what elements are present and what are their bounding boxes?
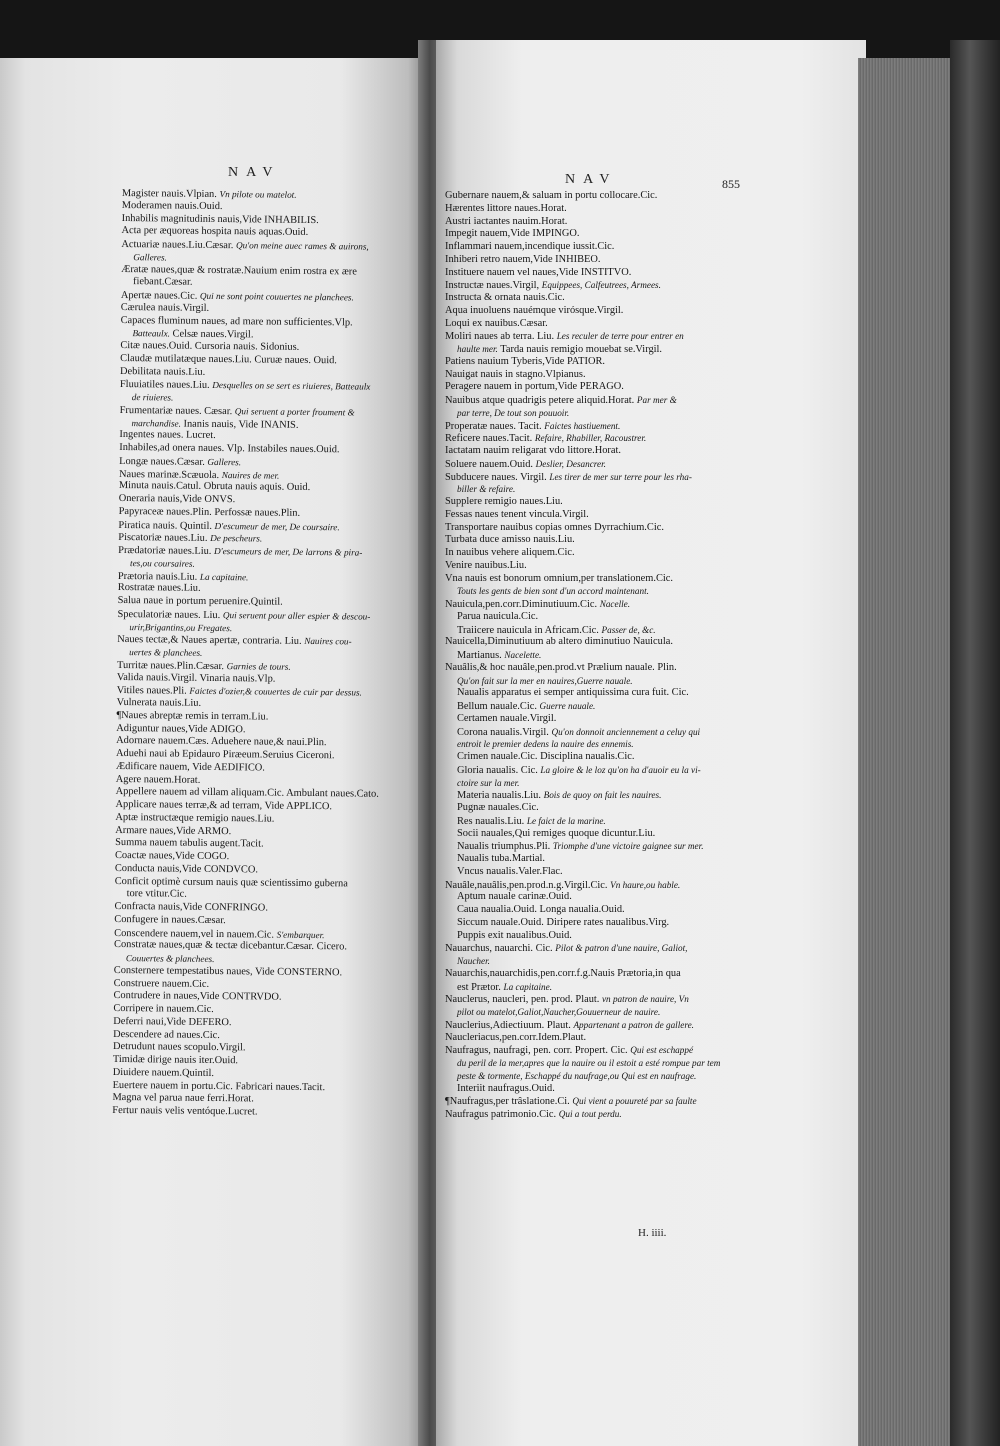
latin-entry: Oneraria nauis,Vide ONVS. [118, 492, 236, 506]
dictionary-line [445, 751, 720, 764]
dictionary-line [445, 675, 720, 688]
latin-entry: Gubernare nauem,& saluam in portu collocare.Cic. [445, 190, 658, 201]
latin-entry: Patiens nauium Tyberis,Vide PATIOR. [445, 355, 605, 367]
dictionary-line [445, 1083, 720, 1096]
dictionary-line [445, 993, 720, 1006]
french-gloss: Galleres. [133, 251, 167, 263]
latin-entry: Nauigat nauis in stagno.Vlpianus. [445, 368, 586, 380]
latin-entry: Armare naues,Vide ARMO. [115, 824, 232, 837]
french-gloss: Naucher. [457, 956, 490, 966]
dictionary-line [445, 420, 720, 433]
latin-entry: est Prætor. [457, 981, 501, 993]
latin-entry: Valida nauis.Virgil. Vinaria nauis.Vlp. [116, 671, 276, 685]
latin-entry: Naualis apparatus ei semper antiquissima cura fuit. Cic. [457, 687, 689, 699]
latin-entry: Siccum nauale.Ouid. Diripere rates naualibus.Virg. [457, 916, 670, 928]
latin-entry: In nauibus vehere aliquem.Cic. [445, 547, 575, 558]
latin-entry: Bellum nauale.Cic. [457, 701, 537, 712]
latin-entry: Inanis nauis, Vide INANIS. [183, 418, 299, 431]
french-gloss: La gloire & le loz qu'on ha d'auoir eu la vi- [540, 764, 701, 775]
latin-entry: Detrudunt naues scopulo.Virgil. [112, 1041, 246, 1054]
dictionary-line [445, 828, 720, 841]
french-gloss: Galleres. [207, 456, 242, 468]
latin-entry: Cærulea nauis.Virgil. [120, 301, 210, 314]
latin-entry: Materia naualis.Liu. [457, 790, 541, 802]
dictionary-line [445, 1057, 720, 1070]
latin-entry: Nauarchus, nauarchi. Cic. [445, 943, 553, 955]
dictionary-line [445, 1032, 720, 1045]
latin-entry: Instituere nauem vel naues,Vide INSTITVO. [445, 266, 632, 278]
dictionary-line [445, 700, 720, 713]
latin-entry: Speculatoriæ naues. Liu. [117, 608, 221, 621]
latin-entry: Adornare nauem.Cæs. Aduehere naue,& naui.Plin. [116, 735, 327, 749]
dictionary-line [445, 930, 720, 943]
latin-entry: Crimen nauale.Cic. Disciplina naualis.Cic. [457, 751, 635, 762]
french-gloss: D'escumeurs de mer, De larrons & pira- [213, 545, 363, 558]
latin-entry: Conducta nauis,Vide CONDVCO. [114, 862, 259, 876]
french-gloss: vn patron de nauire, Vn [601, 994, 689, 1005]
dictionary-line [445, 879, 720, 892]
latin-entry: Naualis tuba.Martial. [457, 853, 546, 864]
dictionary-line [445, 636, 720, 649]
latin-entry: Citæ naues.Ouid. Cursoria nauis. Sidonius. [120, 339, 300, 353]
latin-entry: Euertere nauem in portu.Cic. Fabricari naues.Tacit. [112, 1079, 326, 1093]
latin-entry: Nauâle,nauâlis,pen.prod.n.g.Virgil.Cic. [445, 879, 608, 891]
latin-entry: Soluere nauem.Ouid. [445, 458, 534, 470]
dictionary-line [445, 369, 720, 382]
dictionary-line [445, 815, 720, 828]
page-number: 855 [722, 177, 740, 191]
left-column [112, 187, 385, 1120]
latin-entry: Vitiles naues.Pli. [116, 685, 187, 697]
latin-entry: Caua naualia.Ouid. Longa naualia.Ouid. [457, 904, 625, 915]
latin-entry: Confugere in naues.Cæsar. [114, 913, 226, 926]
dictionary-line [445, 1108, 720, 1121]
latin-entry: Aduehi naui ab Epidauro Piræeum.Seruius Ciceroni. [116, 747, 335, 762]
dictionary-line [445, 228, 720, 241]
signature-mark: H. iiii. [638, 1227, 667, 1239]
dictionary-line [445, 866, 720, 879]
dictionary-line [445, 1006, 720, 1019]
latin-entry: Gloria naualis. Cic. [457, 764, 538, 776]
dictionary-line [445, 853, 720, 866]
dictionary-line [445, 955, 720, 968]
latin-entry: Fessas naues tenent vincula.Virgil. [445, 508, 589, 520]
dictionary-line [445, 318, 720, 331]
latin-entry: Naufragus patrimonio.Cic. [445, 1109, 557, 1120]
dictionary-line [445, 802, 720, 815]
latin-entry: Æratæ naues,quæ & rostratæ.Nauium enim rostra ex ære [121, 263, 357, 277]
latin-entry: Naucleriacus,pen.corr.Idem.Plaut. [445, 1031, 587, 1043]
french-gloss: Pilot & patron d'une nauire, Galiot, [555, 943, 688, 954]
dictionary-line [445, 981, 720, 994]
dictionary-line [445, 968, 720, 981]
latin-entry: Vulnerata nauis.Liu. [116, 696, 202, 709]
french-gloss: marchandise. [131, 417, 182, 429]
latin-entry: Longæ naues.Cæsar. [119, 455, 205, 468]
latin-entry: Piratica nauis. Quintil. [118, 519, 213, 532]
latin-entry: Papyraceæ naues.Plin. Perfossæ naues.Plin. [118, 505, 301, 519]
french-gloss: peste & tormente, Eschappé du naufrage,ou Qui est en naufrage. [457, 1070, 697, 1081]
dictionary-line [445, 1044, 720, 1057]
latin-entry: Instructa & ornata nauis.Cic. [445, 292, 565, 303]
french-gloss: Batteaulx. [132, 328, 171, 339]
latin-entry: Celsæ naues.Virgil. [172, 328, 254, 341]
french-gloss: De pescheurs. [210, 533, 263, 544]
latin-entry: Agere nauem.Horat. [115, 773, 201, 786]
french-gloss: haulte mer. [457, 344, 498, 354]
latin-entry: Consternere tempestatibus naues, Vide CONSTERNO. [113, 964, 343, 979]
latin-entry: Apertæ naues.Cic. [120, 289, 198, 302]
latin-entry: Inhabilis magnitudinis nauis,Vide INHABILIS. [121, 212, 319, 226]
latin-entry: Applicare naues terræ,& ad terram, Vide APPLICO. [115, 798, 333, 813]
dictionary-line [445, 1070, 720, 1083]
dictionary-line [445, 649, 720, 662]
french-gloss: Qui vient a pouureté par sa faulte [572, 1096, 697, 1107]
latin-entry: Debilitata nauis.Liu. [120, 365, 206, 378]
latin-entry: Subducere naues. Virgil. [445, 471, 547, 483]
french-gloss: Touts les gents de bien sont d'un accord maintenant. [457, 586, 649, 597]
latin-entry: Magister nauis.Vlpian. [121, 187, 217, 200]
latin-entry: Vna nauis est bonorum omnium,per translationem.Cic. [445, 572, 673, 584]
latin-entry: Actuariæ naues.Liu.Cæsar. [121, 238, 234, 252]
french-gloss: uertes & planchees. [129, 647, 203, 658]
french-gloss: Vn pilote ou matelot. [219, 189, 297, 200]
latin-entry: Inhabiles,ad onera naues. Vlp. Instabiles naues.Ouid. [119, 441, 340, 456]
latin-entry: Venire nauibus.Liu. [445, 559, 527, 571]
latin-entry: Austri iactantes nauim.Horat. [445, 215, 568, 227]
dictionary-line [445, 305, 720, 318]
latin-entry: Moderamen nauis.Ouid. [121, 199, 223, 212]
latin-entry: Inhiberi retro nauem,Vide INHIBEO. [445, 253, 601, 265]
dictionary-line [445, 560, 720, 573]
latin-entry: Iactatam nauim religarat vdo littore.Horat. [445, 445, 621, 456]
dictionary-line [445, 203, 720, 216]
french-gloss: par terre, De tout son pouuoir. [457, 407, 570, 418]
dictionary-line [445, 216, 720, 229]
french-gloss: entroit le premier dedens la nauire des ennemis. [457, 739, 634, 750]
latin-entry: Ingentes naues. Lucret. [119, 429, 216, 442]
latin-entry: Timidæ dirige nauis iter.Ouid. [112, 1053, 239, 1067]
dictionary-line [445, 458, 720, 471]
french-gloss: Deslier, Desancrer. [535, 458, 606, 469]
latin-entry: Conscendere nauem,vel in nauem.Cic. [114, 927, 275, 941]
latin-entry: Aqua inuoluens nauémque virósque.Virgil. [445, 304, 624, 316]
dictionary-line [445, 789, 720, 802]
latin-entry: Constratæ naues,quæ & tectæ dicebantur.Cæsar. Cicero. [114, 939, 348, 953]
latin-entry: Acta per æquoreas hospita nauis aquas.Ouid. [121, 225, 309, 239]
latin-entry: Contrudere in naues,Vide CONTRVDO. [113, 990, 282, 1003]
latin-entry: Nauibus atque quadrigis petere aliquid.Horat. [445, 395, 635, 406]
latin-entry: Corripere in nauem.Cic. [113, 1002, 214, 1016]
french-gloss: Nauires cou- [304, 636, 352, 647]
latin-entry: Capaces fluminum naues, ad mare non sufficientes.Vlp. [120, 314, 353, 328]
latin-entry: Appellere nauem ad villam aliquam.Cic. [115, 786, 285, 799]
latin-entry: Vncus naualis.Valer.Flac. [457, 865, 563, 877]
latin-entry: ¶Naufragus,per trâslatione.Ci. [445, 1096, 570, 1108]
latin-entry: Peragere nauem in portum,Vide PERAGO. [445, 381, 624, 393]
latin-entry: Naues marinæ.Scæuola. [118, 468, 220, 481]
dictionary-line [445, 267, 720, 280]
dictionary-line [445, 445, 720, 458]
latin-entry: Reficere naues.Tacit. [445, 433, 533, 445]
french-gloss: Nacelle. [599, 599, 631, 609]
latin-entry: Adiguntur naues,Vide ADIGO. [116, 722, 246, 735]
dictionary-line [445, 777, 720, 790]
latin-entry: Ambulant naues.Cato. [286, 788, 379, 800]
dictionary-line [445, 483, 720, 496]
latin-entry: Descendere ad naues.Cic. [113, 1028, 220, 1041]
french-gloss: Qu'on donnoit anciennement a celuy qui [551, 726, 701, 737]
latin-entry: Nauarchis,nauarchidis,pen.corr.f.g.Nauis Prætoria,in qua [445, 967, 681, 979]
latin-entry: Magna vel parua naue ferri.Horat. [112, 1092, 254, 1105]
french-gloss: Faictes d'ozier,& couuertes de cuir par dessus. [189, 685, 362, 698]
french-gloss: Qu'on fait sur la mer en nauires,Guerre nauale. [457, 675, 633, 686]
latin-entry: Construere nauem.Cic. [113, 977, 210, 990]
latin-entry: Socii nauales,Qui remiges quoque dicuntur.Liu. [457, 827, 656, 839]
dictionary-line [445, 687, 720, 700]
dictionary-line [445, 917, 720, 930]
dictionary-line [445, 573, 720, 586]
latin-entry: Coactæ naues,Vide COGO. [114, 849, 230, 863]
latin-entry: Martianus. [457, 650, 502, 661]
latin-entry: Minuta nauis.Catul. Obruta nauis aquis. Ouid. [118, 480, 311, 494]
latin-entry: Nauicula,pen.corr.Diminutiuum.Cic. [445, 599, 598, 610]
dictionary-line [445, 407, 720, 420]
french-gloss: ctoire sur la mer. [457, 777, 520, 788]
french-gloss: Passer de, &c. [601, 624, 656, 635]
latin-entry: Turbata duce amisso nauis.Liu. [445, 534, 575, 546]
french-gloss: urir,Brigantins,ou Fregates. [129, 621, 233, 633]
dictionary-line [445, 662, 720, 675]
latin-entry: Puppis exit naualibus.Ouid. [457, 929, 572, 941]
latin-entry: fiebant.Cæsar. [132, 276, 193, 288]
dictionary-line [445, 942, 720, 955]
dictionary-line [445, 764, 720, 777]
latin-entry: Piscatoriæ naues.Liu. [118, 532, 208, 545]
french-gloss: Guerre nauale. [539, 701, 596, 711]
french-gloss: Desquelles on se sert es riuieres, Batteaulx [212, 380, 371, 392]
latin-entry: Fertur nauis velis ventóque.Lucret. [112, 1104, 258, 1118]
latin-entry: Naues tectæ,& Naues apertæ, contraria. Liu. [117, 634, 302, 648]
latin-entry: tore vtitur.Cic. [126, 888, 187, 900]
french-gloss: Triomphe d'une victoire gaignee sur mer. [552, 841, 704, 852]
dictionary-line [445, 522, 720, 535]
french-gloss: Les tirer de mer sur terre pour les rha- [549, 471, 692, 482]
latin-entry: ¶Naues abreptæ remis in terram.Liu. [116, 709, 269, 723]
dictionary-line [445, 598, 720, 611]
latin-entry: Summa nauem tabulis augent.Tacit. [115, 837, 264, 850]
dictionary-line [445, 471, 720, 484]
dictionary-line [445, 190, 720, 203]
french-gloss: Les reculer de terre pour entrer en [556, 331, 684, 342]
dictionary-line [445, 726, 720, 739]
dictionary-line [445, 432, 720, 445]
french-gloss: de riuieres. [131, 392, 174, 403]
latin-entry: Aptæ instructæque remigio naues.Liu. [115, 811, 275, 825]
latin-entry: Naualis triumphus.Pli. [457, 841, 551, 853]
dictionary-line [445, 624, 720, 637]
dictionary-line [445, 279, 720, 292]
latin-entry: Ædificare nauem, Vide AEDIFICO. [115, 760, 265, 774]
latin-entry: Pugnæ nauales.Cic. [457, 802, 539, 813]
dictionary-line [445, 356, 720, 369]
book-cover-edge [950, 40, 1000, 1446]
dictionary-line [445, 611, 720, 624]
latin-entry: Claudæ mutilatæque naues.Liu. Curuæ naues. Ouid. [120, 352, 338, 367]
french-gloss: Nacelette. [504, 650, 542, 660]
right-running-head: NAV [565, 172, 618, 187]
dictionary-line [445, 904, 720, 917]
french-gloss: D'escumeur de mer, De coursaire. [214, 520, 340, 532]
latin-entry: Supplere remigio naues.Liu. [445, 496, 563, 507]
dictionary-line [445, 738, 720, 751]
dictionary-line [445, 496, 720, 509]
french-gloss: du peril de la mer,apres que la nauire ou il estoit a esté rompue par tem [457, 1058, 721, 1068]
french-gloss: Nauires de mer. [221, 469, 280, 481]
french-gloss: Qu'on meine auec rames & auirons, [235, 240, 369, 252]
latin-entry: Certamen nauale.Virgil. [457, 712, 557, 724]
latin-entry: Parua nauicula.Cic. [457, 610, 539, 622]
french-gloss: Le faict de la marine. [526, 815, 606, 826]
dictionary-line [445, 534, 720, 547]
french-gloss: Faictes hastiuement. [544, 420, 621, 431]
dictionary-line [445, 713, 720, 726]
left-running-head: NAV [228, 165, 281, 180]
latin-entry: Properatæ naues. Tacit. [445, 420, 542, 432]
latin-entry: Tarda nauis remigio mouebat se.Virgil. [500, 344, 663, 355]
french-gloss: Qui ne sont point couuertes ne planchees. [199, 290, 354, 303]
latin-entry: Prædatoriæ naues.Liu. [118, 544, 212, 557]
latin-entry: Impegit nauem,Vide IMPINGO. [445, 228, 580, 240]
dictionary-line [445, 509, 720, 522]
french-gloss: Appartenant a patron de gallere. [573, 1019, 694, 1030]
latin-entry: Corona naualis.Virgil. [457, 726, 549, 738]
french-gloss: Par mer & [636, 395, 677, 405]
french-gloss: Refaire, Rhabiller, Racoustrer. [534, 433, 647, 444]
latin-entry: Turritæ naues.Plin.Cæsar. [116, 659, 225, 672]
dictionary-line [445, 254, 720, 267]
latin-entry: Confracta nauis,Vide CONFRINGO. [114, 900, 268, 914]
page-edges [858, 58, 958, 1446]
dictionary-line [445, 381, 720, 394]
latin-entry: Traiicere nauicula in Africam.Cic. [457, 624, 599, 636]
dictionary-line [445, 840, 720, 853]
french-gloss: Bois de quoy on fait les nauires. [543, 790, 662, 801]
french-gloss: La capitaine. [503, 981, 552, 992]
latin-entry: Aptum nauale carinæ.Ouid. [457, 891, 572, 903]
latin-entry: Interiit naufragus.Ouid. [457, 1082, 555, 1094]
dictionary-line [445, 547, 720, 560]
dictionary-line [445, 585, 720, 598]
latin-entry: Frumentariæ naues. Cæsar. [119, 404, 233, 417]
dictionary-line [445, 241, 720, 254]
french-gloss: biller & refaire. [457, 484, 516, 495]
latin-entry: Instructæ naues.Virgil, [445, 280, 540, 292]
latin-entry: Rostratæ naues.Liu. [117, 582, 201, 595]
latin-entry: Naufragus, naufragi, pen. corr. Propert. Cic. [445, 1045, 628, 1057]
latin-entry: Moliri naues ab terra. Liu. [445, 331, 555, 343]
french-gloss: pilot ou matelot,Galiot,Naucher,Gouuerneur de nauire. [457, 1007, 661, 1017]
dictionary-line [445, 394, 720, 407]
dictionary-line [445, 343, 720, 356]
french-gloss: Qui est eschappé [630, 1045, 694, 1056]
dictionary-line [445, 1095, 720, 1108]
french-gloss: La capitaine. [199, 571, 249, 582]
french-gloss: Equippees, Calfeutrees, Armees. [541, 280, 661, 291]
french-gloss: tes,ou coursaires. [130, 557, 195, 569]
dictionary-line [445, 292, 720, 305]
latin-entry: Nauclerius,Adiectiuum. Plaut. [445, 1019, 571, 1031]
latin-entry: Hærentes littore naues.Horat. [445, 202, 567, 214]
latin-entry: Conficit optimè cursum nauis quæ scientissimo guberna [114, 875, 348, 889]
french-gloss: S'embarquer. [276, 929, 325, 940]
latin-entry: Res naualis.Liu. [457, 815, 525, 827]
dictionary-line [445, 330, 720, 343]
latin-entry: Prætoria nauis.Liu. [117, 570, 198, 583]
latin-entry: Nauicella,Diminutiuum ab altero diminutiuo Nauicula. [445, 636, 673, 648]
french-gloss: Couuertes & planchees. [125, 953, 215, 965]
latin-entry: Deferri naui,Vide DEFERO. [113, 1015, 232, 1028]
french-gloss: Qui seruent pour aller espier & descou- [222, 609, 371, 622]
dictionary-line [445, 1019, 720, 1032]
latin-entry: Diuidere nauem.Quintil. [112, 1066, 215, 1079]
french-gloss: Qui seruent a porter froument & [234, 405, 355, 418]
latin-entry: Nauâlis,& hoc nauâle,pen.prod.vt Prælium nauale. Plin. [445, 661, 677, 673]
latin-entry: Nauclerus, naucleri, pen. prod. Plaut. [445, 994, 600, 1006]
french-gloss: Qui a tout perdu. [558, 1109, 622, 1119]
french-gloss: Vn haure,ou hable. [610, 879, 681, 890]
french-gloss: Garnies de tours. [226, 660, 291, 672]
dictionary-line [445, 891, 720, 904]
latin-entry: Inflammari nauem,incendique iussit.Cic. [445, 241, 615, 252]
latin-entry: Loqui ex nauibus.Cæsar. [445, 317, 548, 329]
latin-entry: Fluuiatiles naues.Liu. [119, 379, 210, 392]
latin-entry: Salua naue in portum peruenire.Quintil. [117, 594, 283, 608]
right-column [445, 190, 720, 1121]
latin-entry: Transportare nauibus copias omnes Dyrrachium.Cic. [445, 521, 664, 533]
